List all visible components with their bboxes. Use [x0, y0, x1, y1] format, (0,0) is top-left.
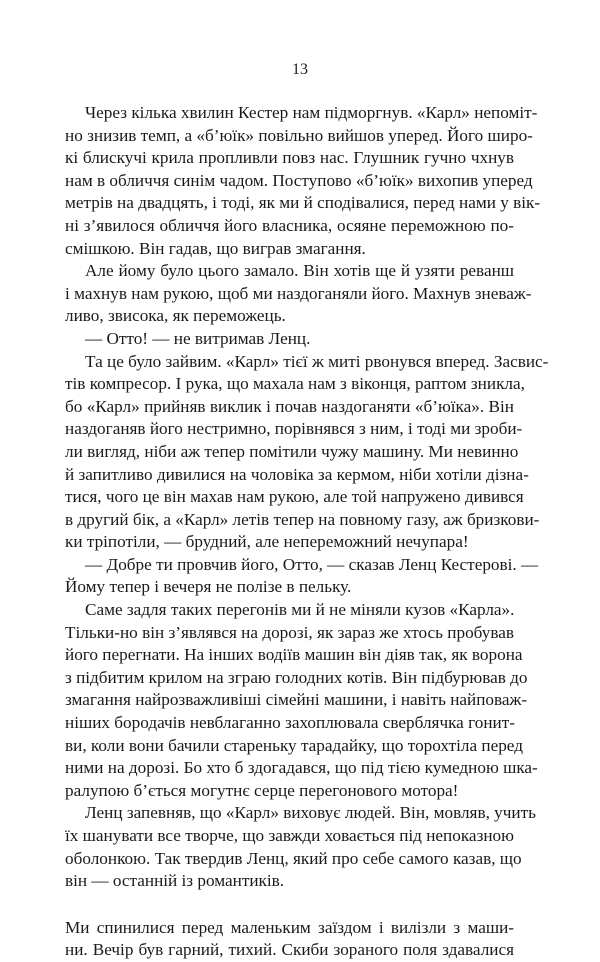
text-line: нам в обличчя синім чадом. Поступово «б’юїк» вихопив уперед [65, 170, 533, 190]
text-line: Через кілька хвилин Кестер нам підморгнув. «Карл» непоміт- [85, 103, 538, 122]
text-line: но знизив темп, а «б’юїк» повільно вийшов уперед. Його широ- [65, 125, 533, 145]
paragraph [65, 802, 536, 892]
text-line: — Отто! — не витримав Ленц. [85, 328, 311, 348]
paragraph [65, 599, 538, 802]
text-line: ви, коли вони бачили стареньку тарадайку, що торохтіла перед [65, 735, 523, 755]
paragraph [65, 102, 541, 260]
text-line: і махнув нам рукою, щоб ми наздоганяли його. Махнув зневаж- [65, 283, 532, 303]
text-line: тися, чого це він махав нам рукою, але той напружено дивився [65, 487, 524, 507]
text-line: ні з’явилося обличчя його власника, осяяне переможною по- [65, 215, 514, 235]
text-line: ки тріпотіли, — брудний, але непереможний нечупара! [65, 532, 469, 552]
text-line: ливо, звисока, як переможець. [65, 306, 286, 326]
text-line: тів компресор. І рука, що махала нам з віконця, раптом зникла, [65, 374, 525, 394]
text-line: й запитливо дивилися на чоловіка за кермом, ніби хотіли дізна- [65, 464, 529, 484]
text-line: Тільки-но він з’являвся на дорозі, як зараз же хтось пробував [65, 622, 514, 642]
body-text [65, 102, 549, 962]
text-line: їх шанувати все творче, що завжди ховається під непоказною [65, 826, 514, 845]
page-number: 13 [292, 61, 308, 78]
text-line: Але йому було цього замало. Він хотів ще й узяти реванш [85, 261, 514, 281]
text-line: змагання найрозважливіші сімейні машини, і навіть найповаж- [65, 690, 528, 710]
text-line: в другий бік, а «Карл» летів тепер на повному газу, аж бризкови- [65, 509, 540, 529]
text-line: ніших бородачів невблаганно захоплювала сверблячка гонит- [65, 713, 515, 733]
text-line: наздоганяв його нестримно, порівнявся з ним, і тоді ми зроби- [65, 419, 523, 439]
text-line: смішкою. Він гадав, що виграв змагання. [65, 238, 366, 258]
text-line: ними на дорозі. Бо хто б здогадався, що під тією кумедною шка- [65, 758, 538, 778]
paragraph [65, 351, 549, 554]
text-line: кі блискучі крила пропливли повз нас. Глушник гучно чхнув [65, 148, 514, 168]
text-line: ралупою б’ється могутнє серце перегонового мотора! [65, 780, 459, 800]
text-line: Та це було зайвим. «Карл» тієї ж миті рвонувся вперед. Засвис- [85, 351, 549, 371]
text-line: ли вигляд, ніби аж тепер помітили чужу машину. Ми невинно [65, 441, 519, 461]
text-line: Ми спинилися перед маленьким заїздом і вилізли з маши- [65, 917, 514, 937]
text-line: оболонкою. Так твердив Ленц, який про себе самого казав, що [65, 848, 522, 868]
text-line: його перегнати. На інших водіїв машин він діяв так, як ворона [65, 645, 523, 665]
text-line: бо «Карл» прийняв виклик і почав наздоганяти «б’юїка». Він [65, 396, 514, 416]
paragraph [65, 260, 532, 328]
text-line: ни. Вечір був гарний, тихий. Скиби зораного поля здавалися [65, 940, 514, 960]
paragraph [65, 328, 514, 351]
text-line: Йому тепер і вечеря не полізе в пельку. [65, 577, 352, 597]
text-line: він — останній із романтиків. [65, 871, 285, 891]
paragraph [65, 917, 514, 962]
text-line: метрів на двадцять, і тоді, як ми й сподівалися, перед нами у вік- [65, 193, 541, 213]
paragraph [65, 554, 539, 599]
section-break [65, 893, 514, 917]
text-line: Саме задля таких перегонів ми й не міняли кузов «Карла». [85, 600, 515, 620]
text-line: з підбитим крилом на зграю голодних котів. Він підбурював до [65, 667, 528, 687]
text-line: Ленц запевняв, що «Карл» виховує людей. Він, мовляв, учить [85, 803, 536, 823]
text-line: — Добре ти провчив його, Отто, — сказав Ленц Кестерові. — [85, 554, 539, 574]
